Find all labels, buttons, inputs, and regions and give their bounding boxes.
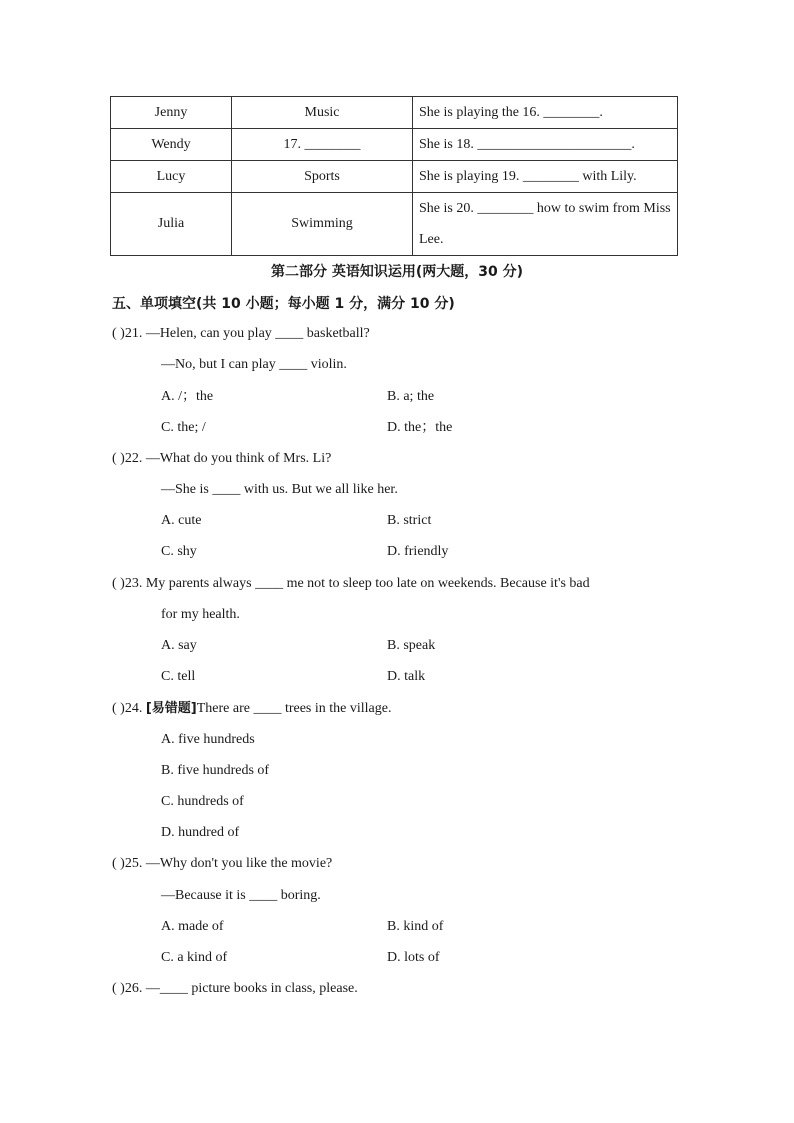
option-c: C. shy — [161, 544, 197, 559]
table-cell-description: She is playing the 16. ________. — [413, 97, 678, 129]
option-b: B. kind of — [387, 919, 444, 934]
table-cell-name: Lucy — [111, 161, 232, 193]
table-row — [111, 193, 678, 256]
question-stem — [112, 700, 391, 718]
table-row — [111, 161, 678, 193]
question-sub-line: —Because it is ____ boring. — [161, 888, 321, 903]
option-a: A. five hundreds — [161, 732, 255, 747]
option-d: D. the；the — [387, 420, 453, 435]
table-row — [111, 97, 678, 129]
table-cell-activity: 17. ________ — [232, 129, 413, 161]
table-cell-name: Jenny — [111, 97, 232, 129]
option-a: A. cute — [161, 513, 202, 528]
question-text: There are ____ trees in the village. — [196, 701, 392, 716]
part-title: 五、单项填空(共 10 小题；每小题 1 分，满分 10 分) — [112, 296, 455, 312]
section-title: 第二部分 英语知识运用(两大题，30 分) — [270, 264, 524, 280]
table-cell-activity: Sports — [232, 161, 413, 193]
table-cell-description: She is 18. ______________________. — [413, 129, 678, 161]
option-c: C. a kind of — [161, 950, 228, 965]
table-row — [111, 129, 678, 161]
option-d: D. talk — [387, 669, 426, 684]
error-prone-tag: [易错题] — [145, 701, 197, 716]
question-stem: ( )26. —____ picture books in class, please. — [112, 981, 358, 996]
option-b: B. a; the — [387, 389, 435, 404]
table-cell-description: She is playing 19. ________ with Lily. — [413, 161, 678, 193]
table-cell-activity: Swimming — [232, 193, 413, 256]
question-stem: ( )21. —Helen, can you play ____ basketball? — [112, 326, 370, 341]
question-stem: ( )25. —Why don't you like the movie? — [112, 856, 333, 871]
question-sub-line: —She is ____ with us. But we all like her. — [161, 482, 398, 497]
option-b: B. strict — [387, 513, 432, 528]
question-number: ( )24. — [112, 701, 146, 716]
option-d: D. hundred of — [161, 825, 240, 840]
option-d: D. friendly — [387, 544, 449, 559]
question-sub-line: for my health. — [161, 607, 240, 622]
option-c: C. tell — [161, 669, 196, 684]
option-a: A. /；the — [161, 389, 214, 404]
table-cell-description: She is 20. ________ how to swim from Miss Lee. — [413, 193, 678, 256]
option-c: C. hundreds of — [161, 794, 244, 809]
option-c: C. the; / — [161, 420, 206, 435]
option-b: B. five hundreds of — [161, 763, 270, 778]
option-a: A. say — [161, 638, 197, 653]
table-cell-activity: Music — [232, 97, 413, 129]
option-d: D. lots of — [387, 950, 440, 965]
table-cell-name: Julia — [111, 193, 232, 256]
table-cell-name: Wendy — [111, 129, 232, 161]
question-sub-line: —No, but I can play ____ violin. — [161, 357, 347, 372]
option-a: A. made of — [161, 919, 224, 934]
option-b: B. speak — [387, 638, 436, 653]
question-stem: ( )23. My parents always ____ me not to sleep too late on weekends. Because it's bad — [112, 576, 590, 591]
question-stem: ( )22. —What do you think of Mrs. Li? — [112, 451, 332, 466]
student-activity-table — [110, 96, 678, 256]
